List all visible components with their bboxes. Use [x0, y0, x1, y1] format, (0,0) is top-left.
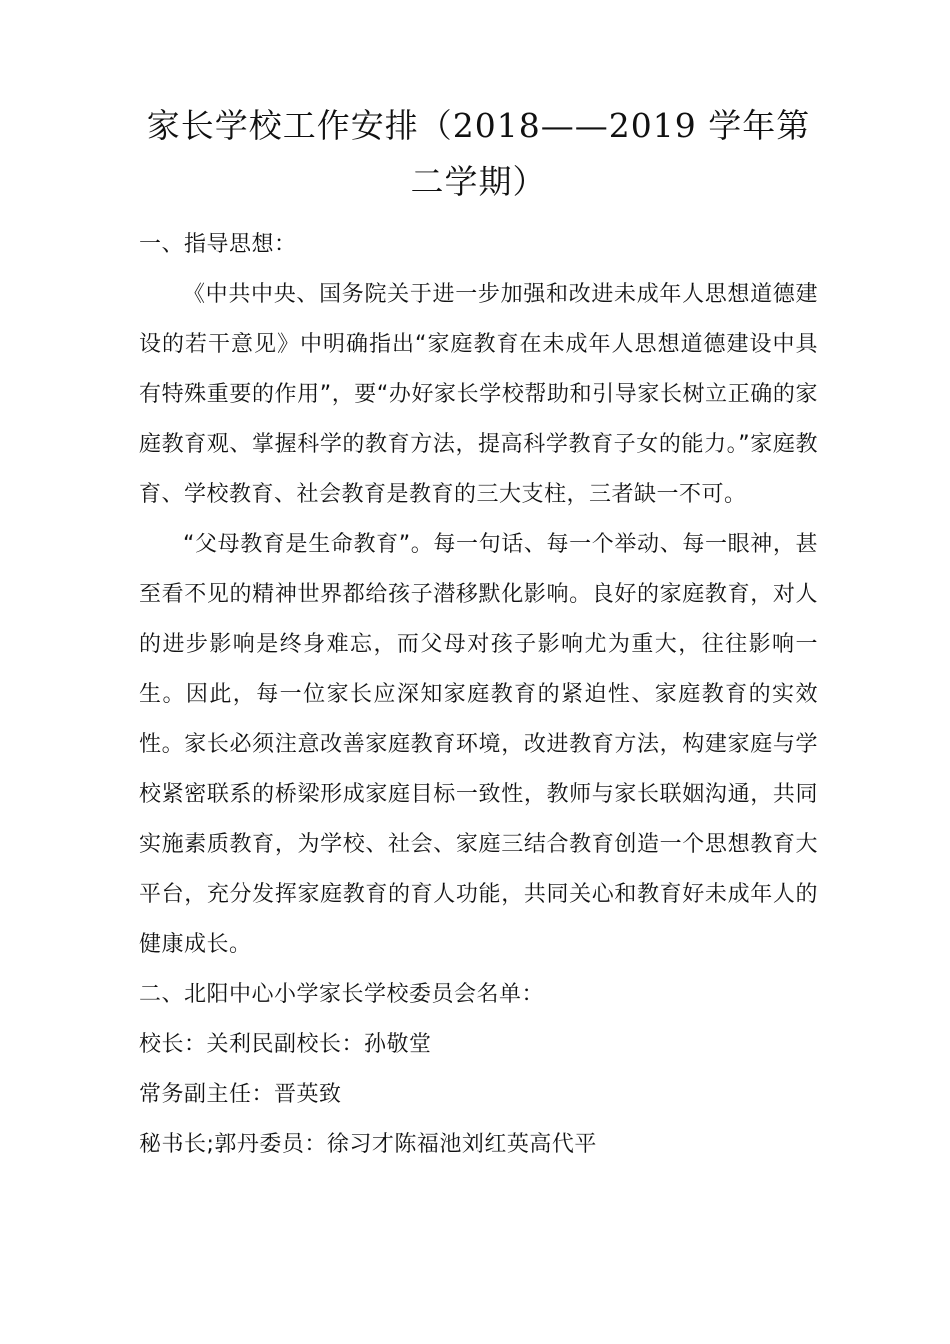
- committee-principal-line: 校长：关利民副校长：孙敬堂: [139, 1032, 432, 1057]
- paragraph-policy: 《中共中央、国务院关于进一步加强和改进未成年人思想道德建设的若干意见》中明确指出“家庭教育在未成年人思想道德建设中具有特殊重要的作用”，要“办好家长学校帮助和引导家长树立正确的家庭教育观、掌握科学的教育方法，提高科学教育子女的能力。”家庭教育、学校教育、社会教育是教育的三大支柱，三者缺一不可。: [139, 282, 818, 507]
- section-heading-guiding-ideology: 一、指导思想：: [139, 232, 297, 257]
- committee-secretary-line: 秘书长;郭丹委员：徐习才陈福池刘红英高代平: [139, 1132, 597, 1157]
- title-line-1: 家长学校工作安排（2018——2019 学年第: [146, 106, 811, 145]
- title-line-2: 二学期）: [410, 162, 547, 201]
- committee-deputy-line: 常务副主任：晋英致: [139, 1082, 342, 1107]
- section-heading-committee: 二、北阳中心小学家长学校委员会名单：: [139, 982, 545, 1007]
- paragraph-parent-education: “父母教育是生命教育”。每一句话、每一个举动、每一眼神，甚至看不见的精神世界都给孩子潜移默化影响。良好的家庭教育，对人的进步影响是终身难忘，而父母对孩子影响尤为重大，往往影响一生。因此，每一位家长应深知家庭教育的紧迫性、家庭教育的实效性。家长必须注意改善家庭教育环境，改进教育方法，构建家庭与学校紧密联系的桥梁形成家庭目标一致性，教师与家长联姻沟通，共同实施素质教育，为学校、社会、家庭三结合教育创造一个思想教育大平台，充分发挥家庭教育的育人功能，共同关心和教育好未成年人的健康成长。: [139, 532, 818, 957]
- document-title: [139, 98, 818, 210]
